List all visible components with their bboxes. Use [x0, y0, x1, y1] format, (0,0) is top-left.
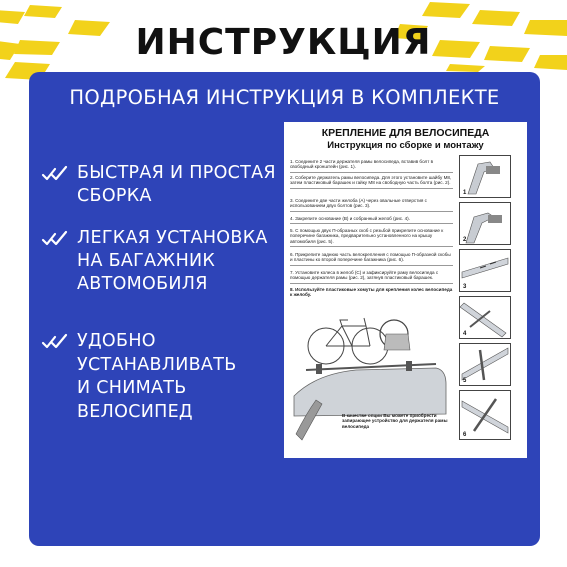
feature-line: СБОРКА — [77, 186, 152, 206]
double-check-icon — [41, 332, 71, 352]
figure-5: 5 — [459, 343, 511, 386]
instruction-step: 7. Установите колеса в желоб (С) и зафиксируйте раму велосипеда с помощью держателя рамы (рис. 2), затянув пластиковый барашек. — [290, 270, 453, 281]
instruction-step: 6. Прикрепите заднюю часть велокрепления с помощью П-образной скобы и пластины ко второй поперечине багажника (рис. 6). — [290, 252, 453, 263]
instruction-step: 1. Соедините 2 части держателя рамы велосипеда, вставив болт в свободный кронштейн (рис. 1). — [290, 159, 453, 170]
sheet-title: КРЕПЛЕНИЕ ДЛЯ ВЕЛОСИПЕДА — [321, 127, 490, 139]
panel-subtitle: ПОДРОБНАЯ ИНСТРУКЦИЯ В КОМПЛЕКТЕ — [69, 86, 500, 109]
feature-line: НА БАГАЖНИК — [77, 251, 216, 271]
optional-lock-note: В качестве опции Вы можете приобрести запирающее устройство для держателя рамы велосипеда — [342, 413, 448, 429]
feature-line: БЫСТРАЯ И ПРОСТАЯ — [77, 163, 276, 183]
figure-4: 4 — [459, 296, 511, 339]
bike-on-car-illustration — [286, 304, 454, 454]
figure-1: 1 — [459, 155, 511, 198]
instruction-step: 8. Используйте пластиковые хомуты для крепления колес велосипеда к желобу. — [290, 287, 453, 298]
instruction-sheet — [284, 122, 527, 458]
page-title: ИНСТРУКЦИЯ — [135, 22, 432, 63]
feature-line: ЛЕГКАЯ УСТАНОВКА — [77, 228, 268, 248]
instruction-step: 5. С помощью двух П-образных скоб с резьбой прикрепите основание к поперечине багажника, предварительно установленного на крышу автомобиля (рис. 5). — [290, 228, 453, 244]
instruction-step: 4. Закрепите основание (B) и собранный желоб (рис. 4). — [290, 216, 453, 221]
feature-line: АВТОМОБИЛЯ — [77, 274, 208, 294]
feature-line: УДОБНО — [77, 331, 156, 351]
figure-2: 2 — [459, 202, 511, 245]
feature-line: УСТАНАВЛИВАТЬ — [77, 354, 237, 375]
feature-line: ВЕЛОСИПЕД — [77, 401, 193, 422]
instruction-step: 2. Соберите держатель рамы велосипеда. Для этого установите шайбу М8, затем пластиковый барашек и гайку М8 на свободную часть болта (рис. 2). — [290, 175, 453, 186]
instruction-step: 3. Соедините две части желоба (А) через овальные отверстия с использованием двух болтов (рис. 3). — [290, 198, 453, 209]
double-check-icon — [41, 164, 71, 184]
figure-6: 6 — [459, 390, 511, 440]
double-check-icon — [41, 229, 71, 249]
sheet-subtitle: Инструкция по сборке и монтажу — [327, 140, 484, 151]
feature-panel — [29, 72, 540, 546]
figure-3: 3 — [459, 249, 511, 292]
feature-line: И СНИМАТЬ — [77, 378, 187, 398]
